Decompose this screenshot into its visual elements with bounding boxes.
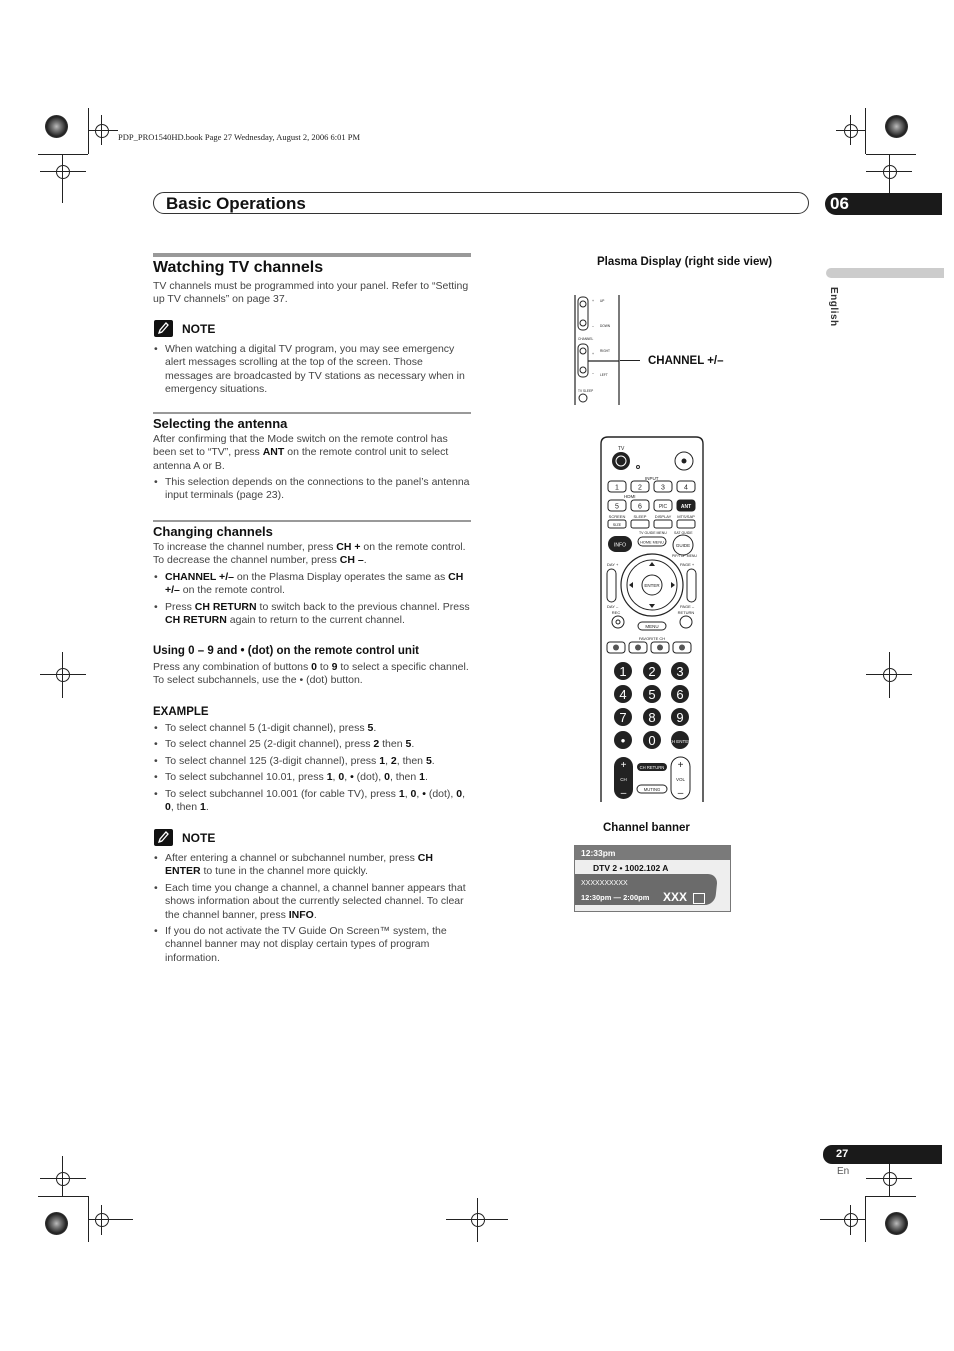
note-list	[154, 852, 470, 968]
plasma-figure-caption: Plasma Display (right side view)	[597, 256, 773, 268]
svg-text:–: –	[592, 371, 594, 375]
section-intro: TV channels must be programmed into your panel. Refer to “Setting up TV channels” on page 37.	[153, 280, 469, 306]
subsection-title-changing: Changing channels	[153, 524, 273, 539]
chapter-number-badge	[825, 193, 942, 215]
page-number-badge	[823, 1145, 942, 1164]
banner-channel: DTV 2 • 1002.102 A	[593, 863, 669, 873]
example-title: EXAMPLE	[153, 706, 209, 718]
changing-bullet: • Press CH RETURN to switch back to the previous channel. Press CH RETURN again to return to the current channel.	[154, 601, 470, 628]
example-list	[154, 722, 470, 817]
page-language: En	[837, 1166, 850, 1177]
digit-key-5: 5	[648, 687, 656, 702]
example-item: • To select channel 5 (1-digit channel), press 5.	[154, 722, 470, 735]
note-item: • When watching a digital TV program, you may see emergency alert messages scrolling at the top of the screen. Those messages are broadcasted by TV stations as necessary when in emergency situations.	[154, 343, 470, 397]
registration-sphere-bottom-right	[885, 1212, 908, 1235]
ch-plus: +	[620, 760, 627, 771]
muting-label: MUTING	[643, 787, 661, 792]
sleep-label: SLEEP	[633, 514, 647, 519]
section-title: Watching TV channels	[153, 259, 324, 276]
registration-sphere-top-left	[45, 115, 68, 138]
vol-plus: +	[677, 760, 684, 771]
antenna-bullet: • This selection depends on the connections to the panel’s antenna input terminals (page 23).	[154, 476, 470, 503]
input-key-3: 3	[661, 484, 665, 492]
changing-list	[154, 571, 470, 631]
power-button	[612, 452, 630, 470]
side-label-up: UP	[600, 299, 605, 303]
input-key-2: 2	[638, 484, 642, 492]
pip-top-menu-label: PIP/TOP MENU	[672, 554, 697, 558]
file-stamp: PDP_PRO1540HD.book Page 27 Wednesday, August 2, 2006 6:01 PM	[118, 132, 361, 142]
example-item: • To select subchannel 10.001 (for cable TV), press 1, 0, • (dot), 0, 0, then 1.	[154, 788, 470, 815]
ch-label: CH	[620, 777, 627, 782]
subsection-title-antenna: Selecting the antenna	[153, 416, 288, 431]
using-paragraph: Press any combination of buttons 0 to 9 to select a specific channel. To select subchannels, use the • (dot) button.	[153, 661, 469, 687]
favorite-ch-label: FAVORITE CH	[638, 636, 666, 641]
input-key-4: 4	[684, 484, 688, 492]
ch-minus: –	[620, 788, 627, 799]
plasma-side-view	[570, 290, 650, 410]
enter-label: ENTER	[644, 583, 660, 588]
side-label-down: DOWN	[600, 324, 611, 328]
callout-line	[620, 360, 640, 361]
side-label-left: LEFT	[600, 373, 608, 377]
digit-key-2: 2	[648, 664, 656, 679]
banner-time-slot: 12:30pm — 2:00pm	[581, 893, 650, 902]
remote-label-hdmi: HDMI	[624, 494, 636, 499]
display-label: DISPLAY	[654, 514, 672, 519]
note-list	[154, 343, 470, 400]
chapter-header	[153, 192, 809, 214]
svg-text:+: +	[592, 352, 595, 356]
note-icon	[154, 829, 173, 846]
banner-time: 12:33pm	[581, 848, 616, 858]
input-key-1: 1	[615, 484, 619, 492]
ch-return-label: CH RETURN	[639, 765, 665, 770]
menu-label: MENU	[645, 624, 659, 629]
screen-label: SCREEN	[608, 514, 626, 519]
note-item: • After entering a channel or subchannel number, press CH ENTER to tune in the channel more quickly.	[154, 852, 470, 879]
info-label: INFO	[614, 542, 626, 549]
digit-key-0: 0	[648, 733, 656, 748]
side-label-right: RIGHT	[600, 349, 610, 353]
channel-button-callout: CHANNEL +/–	[648, 355, 724, 367]
example-item: • To select channel 125 (3-digit channel), press 1, 2, then 5.	[154, 755, 470, 768]
banner-rating: XXX	[663, 890, 688, 904]
example-item: • To select subchannel 10.01, press 1, 0, • (dot), 0, then 1.	[154, 771, 470, 784]
banner-program-title: XXXXXXXXXX	[581, 880, 628, 887]
note-label: NOTE	[182, 831, 216, 845]
guide-label: GUIDE	[675, 543, 691, 548]
note-icon	[154, 320, 173, 337]
note-item: • Each time you change a channel, a channel banner appears that shows information about the currently selected channel. To clear the channel banner, press INFO.	[154, 882, 470, 922]
dot-key: •	[620, 733, 626, 748]
pic-key: PIC	[658, 504, 668, 510]
chapter-number: 06	[830, 194, 849, 213]
digit-key-6: 6	[676, 687, 684, 702]
digit-key-8: 8	[648, 710, 656, 725]
registration-sphere-bottom-left	[45, 1212, 68, 1235]
language-label: English	[828, 287, 839, 327]
home-menu-label: HOME MENU	[640, 540, 664, 545]
registration-sphere-top-right	[885, 115, 908, 138]
input-key-5: 5	[615, 503, 619, 511]
digit-key-1: 1	[619, 664, 627, 679]
mts-sap-label: MTS/SAP	[677, 514, 695, 519]
return-label: RETURN	[677, 610, 695, 615]
language-tab	[826, 268, 944, 278]
side-label-tv-sleep: TV SLEEP	[578, 389, 594, 393]
digit-key-4: 4	[619, 687, 627, 702]
changing-paragraph: To increase the channel number, press CH + on the remote control. To decrease the channel number, press CH –.	[153, 541, 466, 567]
size-key: SIZE	[612, 523, 622, 527]
channel-banner	[574, 845, 731, 912]
remote-label-tv: TV	[618, 446, 625, 452]
section-rule	[153, 253, 471, 257]
side-label-channel: CHANNEL	[578, 337, 594, 341]
changing-bullet: • CHANNEL +/– on the Plasma Display operates the same as CH +/– on the remote control.	[154, 571, 470, 598]
sat-guide-label: SAT GUIDE	[674, 531, 693, 535]
antenna-list	[154, 476, 470, 506]
antenna-paragraph: After confirming that the Mode switch on the remote control has been set to “TV”, press ANT on the remote control unit to select antenna A or B.	[153, 433, 449, 472]
digit-key-9: 9	[676, 710, 684, 725]
note-label: NOTE	[182, 322, 216, 336]
subsection-rule	[153, 520, 471, 522]
remote-control-figure	[598, 436, 706, 804]
ant-key: ANT	[680, 504, 692, 510]
guide-icon	[693, 893, 705, 904]
input-key-6: 6	[638, 503, 642, 511]
digit-key-7: 7	[619, 710, 627, 725]
ch-enter-key: CH ENTER	[668, 739, 692, 744]
vol-label: VOL	[675, 777, 686, 782]
vol-minus: –	[677, 788, 684, 799]
tv-guide-menu-label: TV GUIDE MENU	[639, 531, 667, 535]
svg-text:–: –	[592, 324, 594, 328]
digit-key-3: 3	[676, 664, 684, 679]
rec-label: REC	[611, 610, 621, 615]
remote-label-input: INPUT	[645, 476, 659, 481]
svg-text:+: +	[592, 299, 595, 303]
chapter-title: Basic Operations	[166, 194, 306, 213]
subsection-rule	[153, 412, 471, 414]
example-item: • To select channel 25 (2-digit channel), press 2 then 5.	[154, 738, 470, 751]
banner-caption: Channel banner	[603, 822, 690, 834]
page-minus-label: PAGE –	[680, 604, 695, 609]
note-item: • If you do not activate the TV Guide On Screen™ system, the channel banner may not display certain types of program information.	[154, 925, 470, 965]
page-number: 27	[836, 1148, 849, 1160]
day-minus-label: DAY –	[607, 604, 619, 609]
subsection-title-using: Using 0 – 9 and • (dot) on the remote control unit	[153, 645, 419, 657]
day-plus-label: DAY +	[607, 562, 619, 567]
page-plus-label: PAGE +	[680, 562, 695, 567]
